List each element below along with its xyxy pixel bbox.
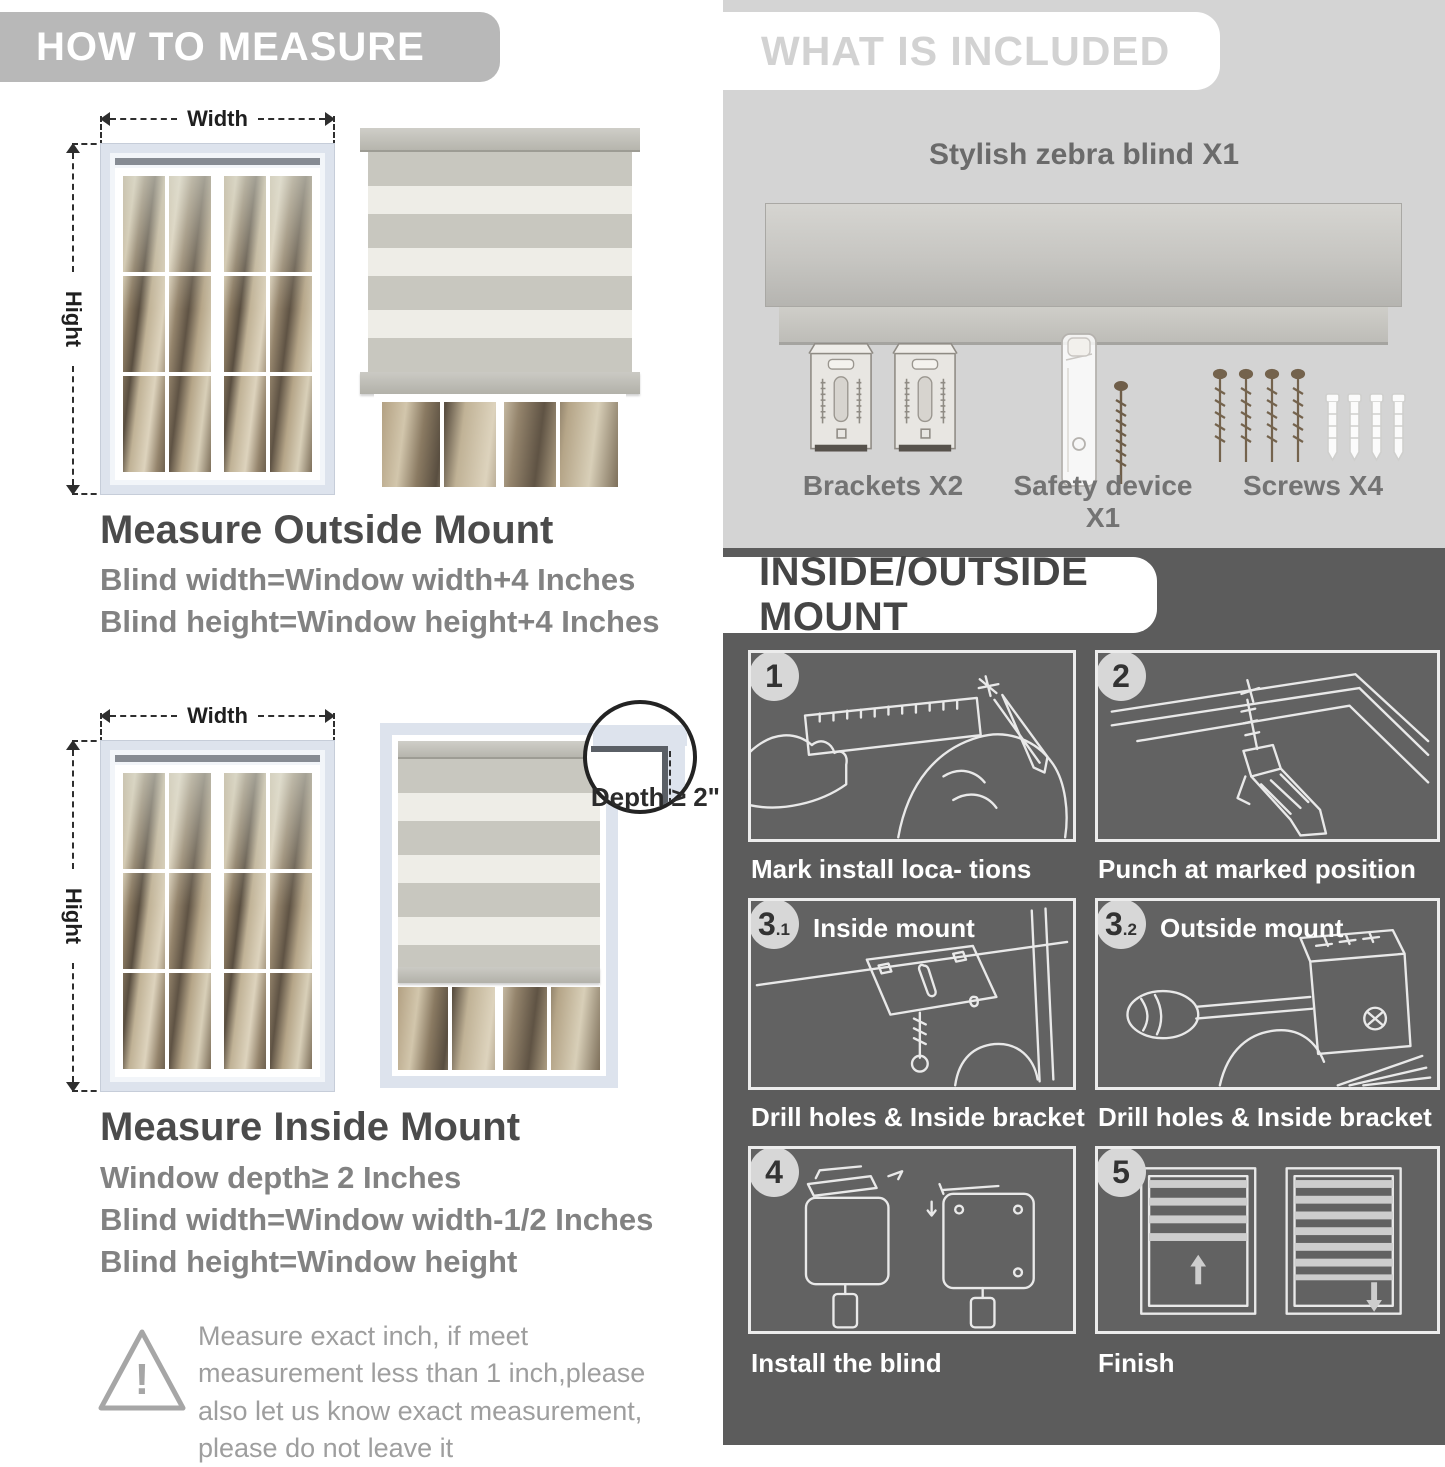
screws-anchors-icon xyxy=(1208,366,1408,470)
arrow-right-icon xyxy=(325,709,335,723)
inside-mount-line2: Blind width=Window width-1/2 Inches xyxy=(100,1202,654,1237)
step-badge-3-1: 3 .1 xyxy=(749,899,799,949)
inside-mount-title: Measure Inside Mount xyxy=(100,1105,521,1149)
step-caption-3-2: Drill holes & Inside bracket xyxy=(1098,1102,1432,1132)
step-caption-4: Install the blind xyxy=(751,1348,942,1378)
finish-drawing xyxy=(1098,1149,1437,1331)
depth-label: Depth ≥ 2" xyxy=(590,782,720,812)
what-is-included-title: WHAT IS INCLUDED xyxy=(761,27,1171,74)
arrow-down-icon xyxy=(66,1082,80,1092)
step-panel-4 xyxy=(748,1146,1076,1334)
step-caption-5: Finish xyxy=(1098,1348,1175,1378)
step-panel-3-1 xyxy=(748,898,1076,1090)
inside-blind-headrail xyxy=(398,741,600,759)
outside-mount-line1: Blind width=Window width+4 Inches xyxy=(100,562,636,597)
width-arrow-top xyxy=(100,108,335,130)
arrow-right-icon xyxy=(325,112,335,126)
how-to-measure-title: HOW TO MEASURE xyxy=(36,24,425,69)
step-panel-5 xyxy=(1095,1146,1440,1334)
what-is-included-banner xyxy=(723,12,1220,90)
warning-triangle-icon xyxy=(92,1322,192,1422)
inside-mount-window xyxy=(380,723,618,1088)
zebra-blind-rolled xyxy=(765,203,1402,307)
outside-blind-fabric xyxy=(368,152,632,372)
window-sash xyxy=(220,769,316,1073)
step-badge-1: 1 xyxy=(749,651,799,701)
step-panel-2 xyxy=(1095,650,1440,842)
blind-quantity-label: Stylish zebra blind X1 xyxy=(928,138,1240,171)
window-sash xyxy=(119,172,215,476)
step-panel-1 xyxy=(748,650,1076,842)
arrow-up-icon xyxy=(66,740,80,750)
height-arrow-left-2 xyxy=(61,740,87,1092)
width-arrow-bottom xyxy=(100,705,335,727)
height-arrow-left xyxy=(61,143,87,495)
outside-blind-headrail xyxy=(360,128,640,152)
what-is-included-section xyxy=(723,0,1445,548)
window-photo-inside xyxy=(100,740,335,1092)
mark-location-drawing xyxy=(751,653,1073,839)
inside-blind-bottomrail xyxy=(398,967,600,983)
window-below-blind xyxy=(374,394,626,495)
brackets-label: Brackets X2 xyxy=(802,470,964,501)
arrow-left-icon xyxy=(100,112,110,126)
bracket-icon xyxy=(888,340,962,468)
window-sash xyxy=(119,769,215,1073)
warning-text: Measure exact inch, if meet measurement less than 1 inch,please also let us know exact measurement, please do not leave it xyxy=(198,1321,646,1463)
step-panel-3-2 xyxy=(1095,898,1440,1090)
brackets-image xyxy=(763,340,1003,468)
height-label: Hight xyxy=(61,887,87,945)
step-caption-2: Punch at marked position xyxy=(1098,854,1416,884)
inside-mount-line1: Window depth≥ 2 Inches xyxy=(100,1160,462,1195)
step-badge-2: 2 xyxy=(1096,651,1146,701)
safety-device-label: Safety device X1 xyxy=(1013,470,1193,533)
width-label: Width xyxy=(187,106,248,131)
outside-mount-title: Measure Outside Mount xyxy=(100,508,554,552)
inside-mount-line3: Blind height=Window height xyxy=(100,1244,518,1279)
window-photo-outside xyxy=(100,143,335,495)
step-caption-1: Mark install loca- tions xyxy=(751,854,1032,884)
mount-title: INSIDE/OUTSIDE MOUNT xyxy=(759,550,1089,639)
outside-mount-label: Outside mount xyxy=(1160,913,1344,943)
how-to-measure-section xyxy=(0,0,723,1463)
step-badge-3-2: 3 .2 xyxy=(1096,899,1146,949)
how-to-measure-banner xyxy=(0,12,500,82)
svg-text:!: ! xyxy=(134,1355,150,1404)
bracket-icon xyxy=(804,340,878,468)
arrow-left-icon xyxy=(100,709,110,723)
inside-mount-label: Inside mount xyxy=(813,913,975,943)
width-label: Width xyxy=(187,703,248,728)
safety-device-icon xyxy=(1056,332,1102,490)
arrow-up-icon xyxy=(66,143,80,153)
mount-banner xyxy=(723,550,1157,639)
screws-image xyxy=(1203,360,1413,470)
step-badge-5: 5 xyxy=(1096,1147,1146,1197)
step-caption-3-1: Drill holes & Inside bracket xyxy=(751,1102,1085,1132)
height-label: Hight xyxy=(61,290,87,348)
window-top-rail xyxy=(115,158,320,165)
arrow-down-icon xyxy=(66,485,80,495)
drill-drawing xyxy=(1098,653,1437,839)
screws-label: Screws X4 xyxy=(1242,470,1384,501)
mount-steps-section xyxy=(723,548,1445,1445)
step-badge-4: 4 xyxy=(749,1147,799,1197)
window-sash xyxy=(220,172,316,476)
outside-mount-line2: Blind height=Window height+4 Inches xyxy=(100,604,660,639)
safety-device-image xyxy=(1023,330,1163,490)
window-top-rail xyxy=(115,755,320,762)
install-blind-drawing xyxy=(751,1149,1073,1331)
window-below-blind xyxy=(398,987,600,1070)
outside-blind-bottomrail xyxy=(360,372,640,394)
